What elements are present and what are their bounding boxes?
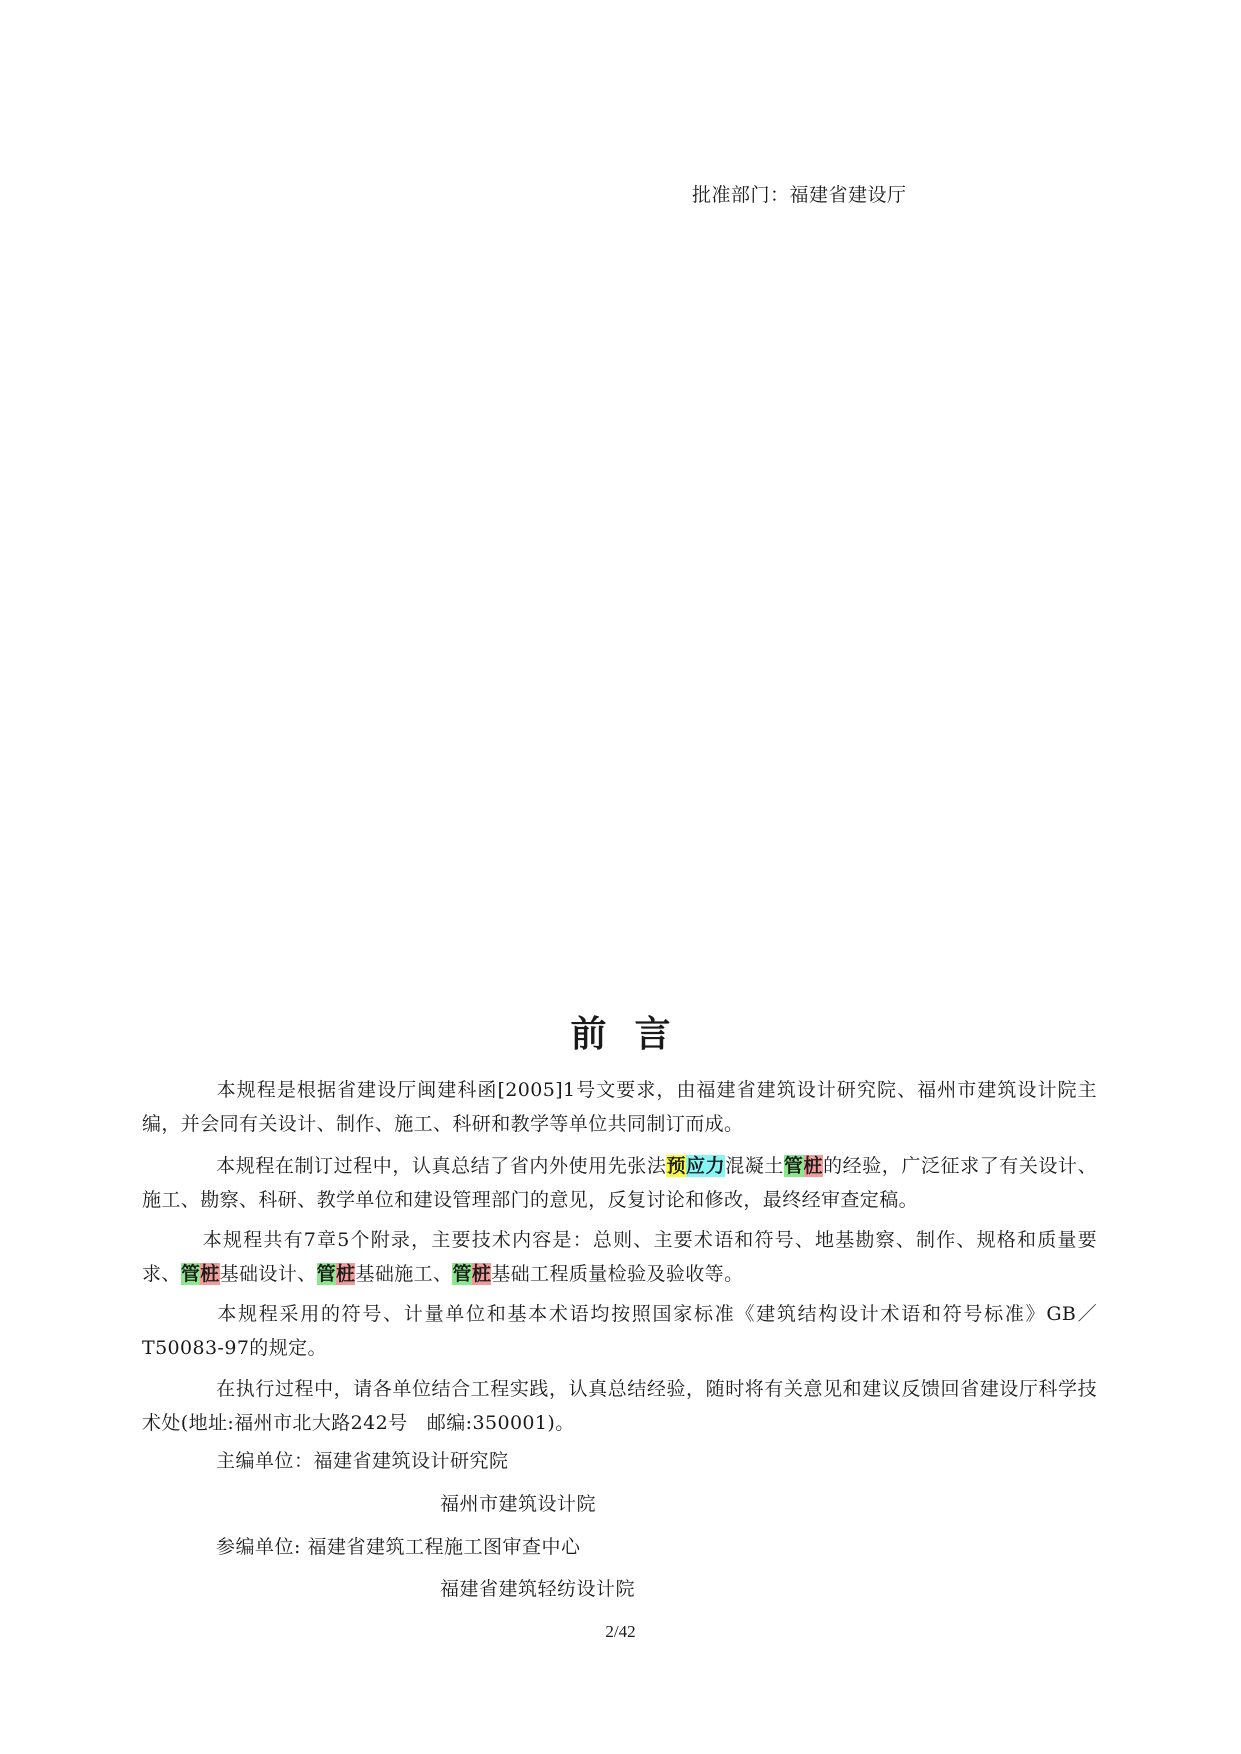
paragraph-5 [142, 1372, 1097, 1440]
participant-2: 福建省建筑轻纺设计院 [440, 1578, 636, 1600]
paragraph-2-after: 的经验，广泛征求了有关设计、施工、勘察、科研、教学单位和建设管理部门的意见，反复讨论和修改，最终经审查定稿。 [142, 1155, 1097, 1211]
approval-label: 批准部门： [692, 184, 790, 206]
paragraph-2-middle: 混凝土 [725, 1155, 784, 1177]
highlight-yingli: 应力 [686, 1155, 726, 1177]
approval-value: 福建省建设厅 [789, 184, 907, 206]
paragraph-3-seg-1: 基础设计、 [219, 1263, 317, 1285]
participant-line [216, 1532, 580, 1559]
preface-title: 前言 [570, 1013, 699, 1055]
chief-editor-2: 福州市建筑设计院 [440, 1493, 597, 1515]
paragraph-4 [142, 1297, 1097, 1365]
paragraph-4-text: 本规程采用的符号、计量单位和基本术语均按照国家标准《建筑结构设计术语和符号标准》GB／T50083-97的规定。 [142, 1303, 1097, 1359]
highlight-zhuang-1: 桩 [200, 1263, 220, 1285]
participant-1: 福建省建筑工程施工图审查中心 [307, 1536, 581, 1558]
paragraph-3-seg-2: 基础施工、 [355, 1263, 453, 1285]
paragraph-3 [142, 1223, 1097, 1291]
paragraph-3-before: 本规程共有7章5个附录，主要技术内容是：总则、主要术语和符号、地基勘察、制作、规格和质量要求、 [142, 1229, 1097, 1285]
highlight-yu: 预 [666, 1155, 687, 1177]
paragraph-1-text: 本规程是根据省建设厅闽建科函[2005]1号文要求，由福建省建筑设计研究院、福州市建筑设计院主编，并会同有关设计、制作、施工、科研和教学等单位共同制订而成。 [142, 1079, 1097, 1135]
highlight-guan-3: 管 [452, 1263, 472, 1285]
highlight-zhuang: 桩 [803, 1155, 824, 1177]
page-number: 2/42 [605, 1622, 636, 1641]
paragraph-5-text: 在执行过程中，请各单位结合工程实践，认真总结经验，随时将有关意见和建议反馈回省建设厅科学技术处(地址:福州市北大路242号 邮编:350001)。 [142, 1378, 1097, 1434]
highlight-guan-2: 管 [316, 1263, 337, 1285]
paragraph-3-seg-3: 基础工程质量检验及验收等。 [491, 1263, 744, 1285]
paragraph-1 [142, 1073, 1097, 1141]
chief-editor-line [216, 1446, 509, 1473]
chief-editor-label: 主编单位： [216, 1450, 314, 1472]
participant-label: 参编单位: [216, 1536, 301, 1558]
paragraph-2 [142, 1149, 1097, 1217]
highlight-zhuang-3: 桩 [471, 1263, 492, 1285]
chief-editor-1: 福建省建筑设计研究院 [313, 1450, 509, 1472]
highlight-guan-1: 管 [180, 1263, 201, 1285]
approval-line [692, 180, 907, 207]
highlight-guan: 管 [783, 1155, 804, 1177]
highlight-zhuang-2: 桩 [336, 1263, 356, 1285]
paragraph-2-before: 本规程在制订过程中，认真总结了省内外使用先张法 [216, 1155, 667, 1177]
